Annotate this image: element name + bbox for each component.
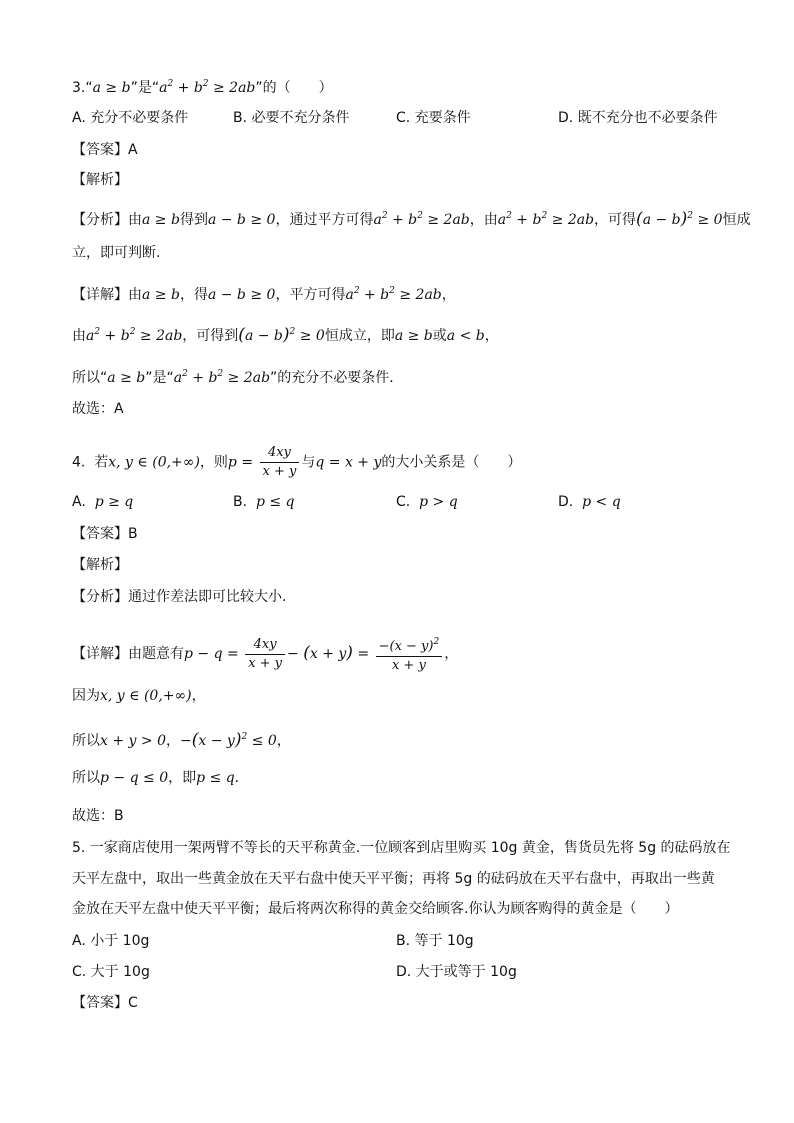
q4-so-1: 所以x + y > 0，$-(x - y)^2 \le 0$， (72, 730, 291, 750)
q5-stem-line-2: 天平左盘中，取出一些黄金放在天平右盘中使天平平衡；再将 5g 的砝码放在天平右盘中，再取出一些黄 (72, 871, 715, 887)
q5-answer-value: C (128, 995, 138, 1011)
q3-option-d: D. 既不充分也不必要条件 (558, 110, 718, 126)
q3-option-c: C. 充要条件 (396, 110, 471, 126)
q3-detail-2: 由$a^2 + b^2 \ge 2ab$，可得到$(a - b)^2 \ge 0$恒成立，即a ≥ b或a < b， (72, 325, 499, 345)
q3-detail-1: 【详解】由a ≥ b，得a − b ≥ 0，平方可得$a^2 + b^2 \ge 2ab$， (72, 286, 456, 303)
q3-number: 3. (72, 80, 86, 96)
q5-stem-line-1: 5. 一家商店使用一架两臂不等长的天平称黄金.一位顾客到店里购买 10g 黄金，售货员先将 5g 的砝码放在 (72, 840, 731, 856)
q4-answer: 【答案】B (72, 526, 138, 542)
q3-detail-3: 所以“a ≥ b”是“$a^2 + b^2 \ge 2ab$”的充分不必要条件． (72, 369, 404, 386)
q4-choose: 故选：B (72, 808, 124, 824)
q4-option-b: B. p ≤ q (233, 494, 295, 510)
q4-option-d: D. p < q (558, 494, 621, 510)
q5-option-a: A. 小于 10g (72, 933, 150, 949)
q5-stem-line-3: 金放在天平左盘中使天平平衡；最后将两次称得的黄金交给顾客.你认为顾客购得的黄金是（ ） (72, 901, 679, 917)
q4-fraction: $\frac{4xy}{x + y}$ (260, 444, 300, 481)
q3-option-a: A. 充分不必要条件 (72, 110, 189, 126)
q5-option-d: D. 大于或等于 10g (396, 964, 517, 980)
q4-detail: 【详解】由题意有p − q = $\frac{4xy}{x + y}$ − (x + y) = $\frac{-(x - y)^2}{x + y}$ ， (72, 633, 458, 675)
q4-option-a: A. p ≥ q (72, 494, 134, 510)
q4-so-2: 所以p − q ≤ 0，即p ≤ q． (72, 770, 249, 786)
q3-stem: 3.“a ≥ b”是“$a^2 + b^2 \ge 2ab$”的（ ） (72, 79, 333, 96)
q3-analysis-label: 【解析】 (72, 172, 128, 188)
q5-option-b: B. 等于 10g (396, 933, 474, 949)
q3-condition-1: a ≥ b (92, 80, 131, 96)
q5-answer: 【答案】C (72, 995, 138, 1011)
q4-stem: 4. 若x, y ∈ (0,+∞)，则p = $\frac{4xy}{x + y}$ 与q = x + y的大小关系是（ ） (72, 445, 522, 479)
q4-answer-value: B (128, 526, 138, 542)
q4-because: 因为x, y ∈ (0,+∞)， (72, 688, 206, 704)
q3-answer-value: A (128, 142, 138, 158)
q3-condition-2: $a^2 + b^2$ ≥ (159, 79, 230, 96)
q4-fenxi: 【分析】通过作差法即可比较大小. (72, 589, 287, 605)
q5-option-c: C. 大于 10g (72, 964, 150, 980)
q4-analysis-label: 【解析】 (72, 557, 128, 573)
q3-fenxi-line2: 立，即可判断. (72, 245, 161, 261)
q4-option-c: C. p > q (396, 494, 458, 510)
q3-fenxi: 【分析】由a ≥ b得到a − b ≥ 0，通过平方可得$a^2 + b^2 \ge 2ab$，由$a^2 + b^2 \ge 2ab$，可得$(a - b)^2 \ge 0$恒成 (72, 209, 751, 229)
q3-option-b: B. 必要不充分条件 (233, 110, 350, 126)
q3-choose: 故选：A (72, 401, 124, 417)
q4-number: 4. (72, 454, 86, 471)
q3-answer: 【答案】A (72, 142, 138, 158)
